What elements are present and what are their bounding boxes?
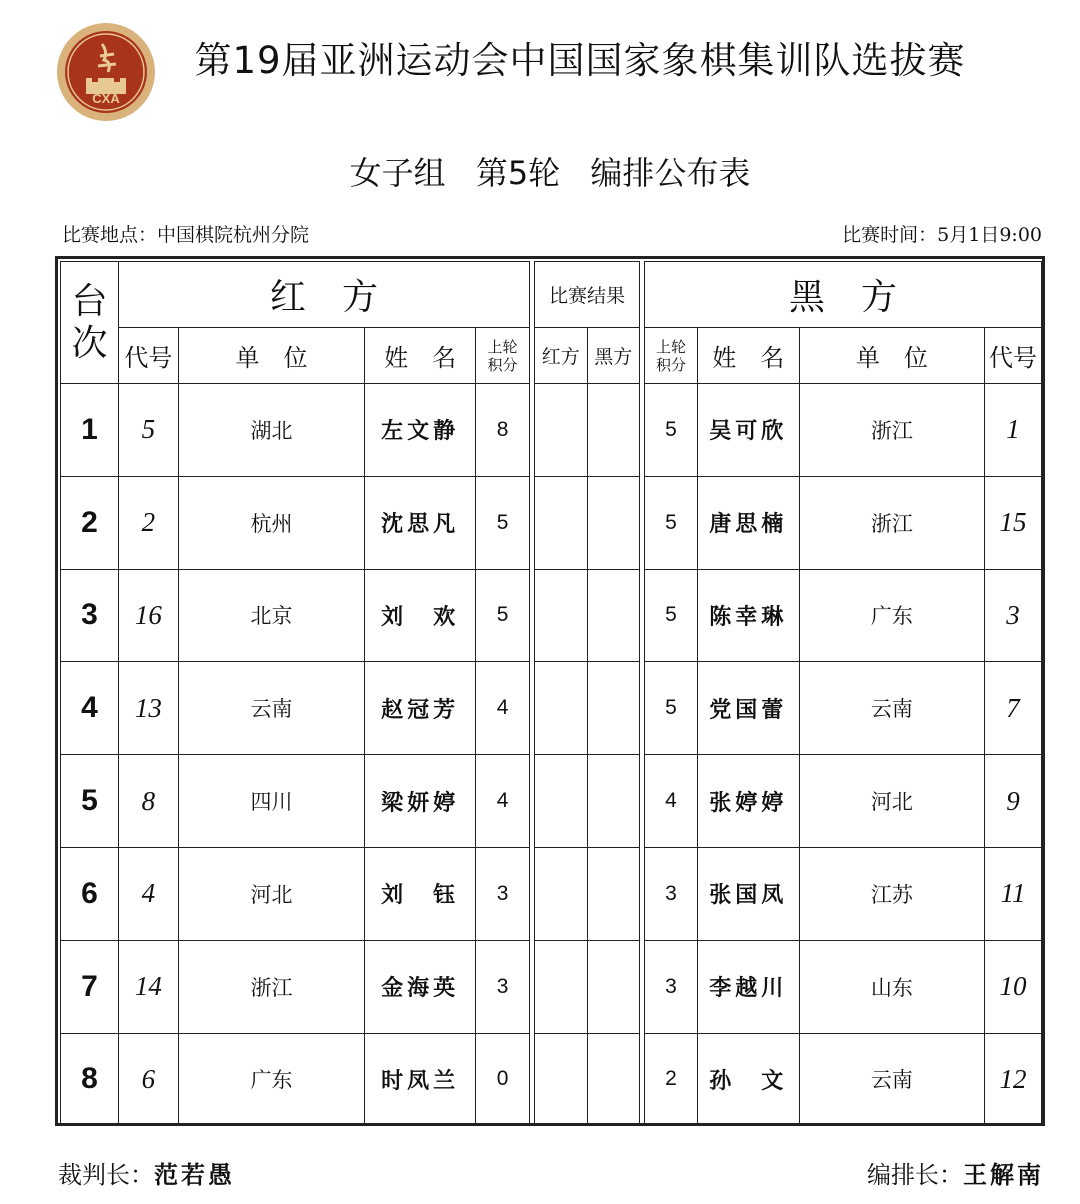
red-player-code: 6 bbox=[118, 1033, 178, 1126]
table-row bbox=[645, 755, 1042, 848]
table-row bbox=[535, 569, 640, 662]
red-player-name: 金海英 bbox=[365, 940, 476, 1033]
black-player-code: 3 bbox=[985, 569, 1042, 662]
table-row bbox=[645, 1033, 1042, 1126]
board-number: 1 bbox=[61, 384, 119, 477]
black-result-cell[interactable] bbox=[587, 755, 640, 848]
red-result-header: 红方 bbox=[535, 328, 588, 384]
red-side-header: 红 方 bbox=[118, 262, 529, 328]
board-number: 8 bbox=[61, 1033, 119, 1126]
red-result-cell[interactable] bbox=[535, 476, 588, 569]
black-player-unit: 江苏 bbox=[799, 847, 984, 940]
red-player-code: 8 bbox=[118, 755, 178, 848]
black-player-unit: 云南 bbox=[799, 662, 984, 755]
red-player-code: 16 bbox=[118, 569, 178, 662]
black-prev-score: 3 bbox=[645, 940, 698, 1033]
black-result-cell[interactable] bbox=[587, 384, 640, 477]
black-player-unit: 浙江 bbox=[799, 476, 984, 569]
red-player-name: 左文静 bbox=[365, 384, 476, 477]
black-result-cell[interactable] bbox=[587, 476, 640, 569]
red-player-name: 梁妍婷 bbox=[365, 755, 476, 848]
red-player-code: 5 bbox=[118, 384, 178, 477]
black-prev-score: 5 bbox=[645, 476, 698, 569]
black-player-code: 12 bbox=[985, 1033, 1042, 1126]
red-player-unit: 湖北 bbox=[178, 384, 364, 477]
table-row bbox=[61, 384, 530, 477]
red-prev-score: 4 bbox=[476, 755, 530, 848]
black-player-unit: 山东 bbox=[799, 940, 984, 1033]
black-player-code: 10 bbox=[985, 940, 1042, 1033]
black-unit-header: 单 位 bbox=[799, 328, 984, 384]
red-prev-score: 5 bbox=[476, 476, 530, 569]
black-player-code: 15 bbox=[985, 476, 1042, 569]
black-player-name: 孙 文 bbox=[697, 1033, 799, 1126]
group-label: 女子组 bbox=[349, 154, 446, 192]
black-side-header: 黑 方 bbox=[645, 262, 1042, 328]
table-row bbox=[535, 662, 640, 755]
black-player-name: 张国凤 bbox=[697, 847, 799, 940]
red-result-cell[interactable] bbox=[535, 1033, 588, 1126]
black-player-unit: 云南 bbox=[799, 1033, 984, 1126]
cxa-logo bbox=[56, 22, 156, 122]
black-player-code: 9 bbox=[985, 755, 1042, 848]
red-result-cell[interactable] bbox=[535, 384, 588, 477]
board-number: 3 bbox=[61, 569, 119, 662]
chief-referee-label: 裁判长： bbox=[58, 1161, 154, 1189]
scheduler-name: 王解南 bbox=[963, 1160, 1044, 1189]
table-row bbox=[645, 940, 1042, 1033]
red-prev-score-header: 上轮积分 bbox=[476, 328, 530, 384]
table-row bbox=[645, 476, 1042, 569]
scheduler-label: 编排长： bbox=[867, 1161, 963, 1189]
black-player-unit: 河北 bbox=[799, 755, 984, 848]
black-prev-score: 5 bbox=[645, 569, 698, 662]
black-result-cell[interactable] bbox=[587, 1033, 640, 1126]
red-player-unit: 北京 bbox=[178, 569, 364, 662]
table-row bbox=[535, 1033, 640, 1126]
black-player-unit: 广东 bbox=[799, 569, 984, 662]
scheduler bbox=[867, 1155, 1044, 1190]
schedule-label: 编排公布表 bbox=[590, 154, 751, 192]
table-row bbox=[535, 476, 640, 569]
black-result-cell[interactable] bbox=[587, 847, 640, 940]
table-row bbox=[61, 476, 530, 569]
red-player-code: 14 bbox=[118, 940, 178, 1033]
red-player-name: 刘 欢 bbox=[365, 569, 476, 662]
red-result-cell[interactable] bbox=[535, 940, 588, 1033]
red-prev-score: 3 bbox=[476, 940, 530, 1033]
black-player-name: 李越川 bbox=[697, 940, 799, 1033]
black-result-cell[interactable] bbox=[587, 940, 640, 1033]
red-prev-score: 3 bbox=[476, 847, 530, 940]
board-number: 2 bbox=[61, 476, 119, 569]
red-prev-score: 5 bbox=[476, 569, 530, 662]
black-player-code: 1 bbox=[985, 384, 1042, 477]
chief-referee-name: 范若愚 bbox=[154, 1160, 235, 1189]
red-name-header: 姓 名 bbox=[365, 328, 476, 384]
round-label: 第5轮 bbox=[475, 154, 561, 192]
chief-referee bbox=[58, 1155, 235, 1190]
red-unit-header: 单 位 bbox=[178, 328, 364, 384]
table-row bbox=[645, 847, 1042, 940]
red-player-unit: 杭州 bbox=[178, 476, 364, 569]
red-player-code: 13 bbox=[118, 662, 178, 755]
result-header: 比赛结果 bbox=[535, 262, 640, 328]
black-player-name: 吴可欣 bbox=[697, 384, 799, 477]
table-row bbox=[61, 1033, 530, 1126]
red-result-cell[interactable] bbox=[535, 662, 588, 755]
black-prev-score: 5 bbox=[645, 662, 698, 755]
red-prev-score: 4 bbox=[476, 662, 530, 755]
red-player-name: 时凤兰 bbox=[365, 1033, 476, 1126]
board-number: 7 bbox=[61, 940, 119, 1033]
red-prev-score: 8 bbox=[476, 384, 530, 477]
red-prev-score: 0 bbox=[476, 1033, 530, 1126]
black-prev-score-header: 上轮积分 bbox=[645, 328, 698, 384]
red-player-unit: 四川 bbox=[178, 755, 364, 848]
table-row bbox=[645, 662, 1042, 755]
board-number: 6 bbox=[61, 847, 119, 940]
black-result-cell[interactable] bbox=[587, 662, 640, 755]
red-player-unit: 浙江 bbox=[178, 940, 364, 1033]
black-player-code: 7 bbox=[985, 662, 1042, 755]
black-code-header: 代号 bbox=[985, 328, 1042, 384]
venue-text: 比赛地点：中国棋院杭州分院 bbox=[62, 224, 310, 246]
table-row bbox=[535, 755, 640, 848]
table-row bbox=[61, 940, 530, 1033]
board-header bbox=[61, 262, 119, 384]
black-prev-score: 3 bbox=[645, 847, 698, 940]
table-row bbox=[61, 847, 530, 940]
table-row bbox=[535, 940, 640, 1033]
black-result-header: 黑方 bbox=[587, 328, 640, 384]
page-subtitle bbox=[0, 148, 1080, 194]
black-player-name: 党国蕾 bbox=[697, 662, 799, 755]
table-row bbox=[61, 569, 530, 662]
table-row bbox=[645, 569, 1042, 662]
black-player-name: 陈幸琳 bbox=[697, 569, 799, 662]
result-table bbox=[534, 261, 640, 1126]
red-player-name: 沈思凡 bbox=[365, 476, 476, 569]
red-player-unit: 河北 bbox=[178, 847, 364, 940]
red-player-unit: 广东 bbox=[178, 1033, 364, 1126]
board-number: 5 bbox=[61, 755, 119, 848]
red-result-cell[interactable] bbox=[535, 847, 588, 940]
black-side-table bbox=[644, 261, 1042, 1126]
black-player-code: 11 bbox=[985, 847, 1042, 940]
black-player-name: 唐思楠 bbox=[697, 476, 799, 569]
svg-text:CXA: CXA bbox=[92, 91, 120, 106]
red-player-name: 刘 钰 bbox=[365, 847, 476, 940]
black-result-cell[interactable] bbox=[587, 569, 640, 662]
red-code-header: 代号 bbox=[118, 328, 178, 384]
table-row bbox=[535, 384, 640, 477]
table-row bbox=[535, 847, 640, 940]
page-title: 第19届亚洲运动会中国国家象棋集训队选拔赛 bbox=[194, 39, 966, 82]
table-row bbox=[61, 662, 530, 755]
black-prev-score: 2 bbox=[645, 1033, 698, 1126]
red-player-name: 赵冠芳 bbox=[365, 662, 476, 755]
board-number: 4 bbox=[61, 662, 119, 755]
black-player-name: 张婷婷 bbox=[697, 755, 799, 848]
red-player-code: 2 bbox=[118, 476, 178, 569]
black-player-unit: 浙江 bbox=[799, 384, 984, 477]
red-result-cell[interactable] bbox=[535, 569, 588, 662]
red-player-unit: 云南 bbox=[178, 662, 364, 755]
table-row bbox=[645, 384, 1042, 477]
black-prev-score: 4 bbox=[645, 755, 698, 848]
time-text: 比赛时间：5月1日9:00 bbox=[842, 224, 1042, 246]
red-player-code: 4 bbox=[118, 847, 178, 940]
red-result-cell[interactable] bbox=[535, 755, 588, 848]
black-name-header: 姓 名 bbox=[697, 328, 799, 384]
black-prev-score: 5 bbox=[645, 384, 698, 477]
board-header-text: 台次 bbox=[71, 280, 108, 364]
red-side-table bbox=[60, 261, 530, 1126]
table-row bbox=[61, 755, 530, 848]
